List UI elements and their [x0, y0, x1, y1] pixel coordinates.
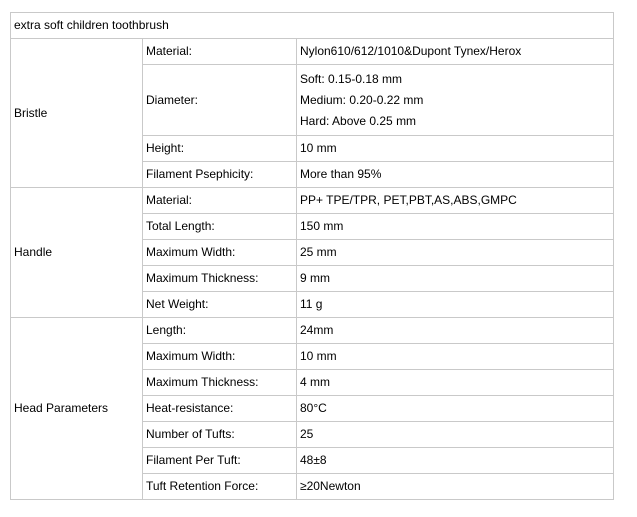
property-label: Tuft Retention Force: — [143, 474, 297, 500]
table-row — [11, 188, 614, 214]
property-value: 24mm — [297, 318, 614, 344]
table-title: extra soft children toothbrush — [11, 13, 614, 39]
property-label: Maximum Thickness: — [143, 266, 297, 292]
property-value: 25 — [297, 422, 614, 448]
property-label: Filament Psephicity: — [143, 162, 297, 188]
property-label: Total Length: — [143, 214, 297, 240]
group-label-bristle: Bristle — [11, 39, 143, 188]
group-label-handle: Handle — [11, 188, 143, 318]
value-line: Soft: 0.15-0.18 mm — [300, 71, 403, 86]
title-row — [11, 13, 614, 39]
property-label: Maximum Width: — [143, 344, 297, 370]
property-label: Height: — [143, 136, 297, 162]
property-value: 11 g — [297, 292, 614, 318]
property-value: 10 mm — [297, 136, 614, 162]
property-label: Net Weight: — [143, 292, 297, 318]
property-value: 48±8 — [297, 448, 614, 474]
table-row — [11, 318, 614, 344]
spec-table — [10, 12, 614, 500]
property-value: 9 mm — [297, 266, 614, 292]
property-value — [297, 65, 614, 136]
property-value: ≥20Newton — [297, 474, 614, 500]
property-label: Heat-resistance: — [143, 396, 297, 422]
value-line: Hard: Above 0.25 mm — [300, 113, 417, 128]
property-label: Length: — [143, 318, 297, 344]
property-label: Filament Per Tuft: — [143, 448, 297, 474]
property-label: Diameter: — [143, 65, 297, 136]
property-value: PP+ TPE/TPR, PET,PBT,AS,ABS,GMPC — [297, 188, 614, 214]
property-value: 4 mm — [297, 370, 614, 396]
property-value: 80°C — [297, 396, 614, 422]
group-label-head-parameters: Head Parameters — [11, 318, 143, 500]
property-value: 25 mm — [297, 240, 614, 266]
table-row — [11, 39, 614, 65]
property-label: Number of Tufts: — [143, 422, 297, 448]
property-value: Nylon610/612/1010&Dupont Tynex/Herox — [297, 39, 614, 65]
property-value: More than 95% — [297, 162, 614, 188]
value-line: Medium: 0.20-0.22 mm — [300, 92, 424, 107]
property-label: Material: — [143, 39, 297, 65]
property-value: 10 mm — [297, 344, 614, 370]
property-value: 150 mm — [297, 214, 614, 240]
property-label: Material: — [143, 188, 297, 214]
property-label: Maximum Width: — [143, 240, 297, 266]
property-label: Maximum Thickness: — [143, 370, 297, 396]
